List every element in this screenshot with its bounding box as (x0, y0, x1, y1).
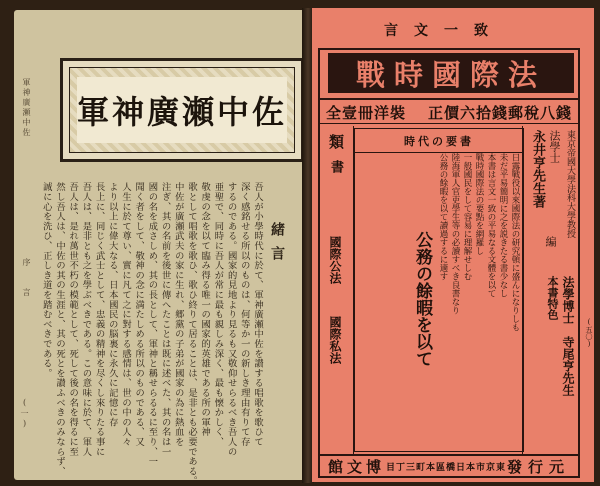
ad-title-block (320, 50, 578, 100)
body-text-column: 歌として唱歌を歌ひ、歌ひ終りて居ることは、是非とも必要である。 (186, 182, 197, 486)
price-row (320, 102, 578, 124)
body-text (32, 182, 285, 486)
body-text-column: 然し吾人は、中佐の其の生涯と、其の死とを讃ふべきのみならず、 (54, 182, 65, 476)
body-text-column: 吾人が小學時代に於て、軍神廣瀬中佐を讃する唱歌を歌ひて (252, 182, 263, 447)
center-column (354, 128, 524, 452)
features-title: 法學博士 寺尾亨先生 (561, 276, 575, 396)
body-text-column: 亜聖で、同時に吾人が常に最も親しみ深く、最も懐かしく、 (212, 182, 224, 447)
margin-label-1: 序 (22, 258, 31, 268)
author-column (522, 126, 578, 454)
top-banner: 言文一致 (384, 23, 504, 39)
publisher-footer (320, 454, 578, 476)
ad-title: 戰時國際法 (355, 57, 546, 92)
body-text-column: 吾人は、是れ萬世不朽の模範として、死して後の名を得るに至 (67, 182, 79, 457)
body-text-column: 敬虔の念を以て臨み得る唯一の國家的英雄である所の軍神 (199, 182, 211, 437)
author-name: 永井亨先生著 (530, 130, 545, 208)
book-title: 軍神廣瀬中佐 (77, 77, 287, 143)
body-text-column: 人生に於て尊い、實に凡て之に對する感情は、世の中の人々 (120, 182, 131, 447)
public-law-label: 國際公法 (328, 236, 342, 284)
body-text-column: するのである。國家的見地より見るも又敬仰せらるべき吾人の (225, 182, 237, 457)
advertisement (318, 48, 580, 478)
body-text-column: 國の名を成さしめ、其の長として、軍神と稱せらるるに至り、一 (146, 182, 158, 467)
center-text-column: 戰時國際法の要點を網羅し (474, 153, 484, 255)
body-text-column: より以上に偉大なる、日本國民の脳裏に永久に記憶に存 (106, 182, 118, 427)
private-law-label: 國際私法 (328, 316, 342, 364)
section-heading: 緒言 (269, 222, 285, 270)
category-column (320, 126, 354, 454)
center-text-column: 日露戰役以來國際法の研究頓に盛んになりしも (510, 153, 520, 332)
body-text-column: 誠に心を洗ひ、正しき道を踏むべきである。 (40, 182, 52, 378)
center-text (359, 153, 519, 447)
body-text-column: 長上に、同じく武士として、忠義の精神を尽くし來りたる事に (93, 182, 105, 457)
body-text-column: 聞く者をして、敬神の念に満たしめる所以のものである、又 (133, 182, 145, 447)
category-note: 書 (328, 160, 343, 173)
left-page (14, 10, 310, 486)
author-degree: 法學士 (548, 130, 561, 163)
publisher-name: 館文博 (328, 457, 386, 476)
category-label: 類 (327, 134, 345, 149)
title-panel (60, 58, 304, 162)
page-number: (一) (20, 398, 29, 430)
center-text-column: 本書は言文一致の平易なる文體を以て (486, 153, 496, 298)
author-role: 編 (544, 236, 557, 247)
price-left: 全壹冊洋裝 (326, 104, 407, 122)
center-text-column: 未だ平易簡明に之を説きたる書少なし (498, 153, 508, 298)
center-text-column: 公務の餘暇を以て讀過するに適す (438, 153, 448, 281)
margin-label-2: 言 (22, 288, 31, 298)
center-text-column: 一般國民をして容易に理解せしむ (462, 153, 472, 281)
body-text-column: 中佐が廣瀬武夫の家に生れ、郷黨の子弟が國家の為に熱血を (172, 182, 184, 447)
author-affiliation: 東京帝國大學法科大學教授 (565, 130, 575, 238)
body-text-column: 吾人は、是非とも之を學ぶべきである。この意味に於て、軍人 (80, 182, 92, 457)
catchphrase: 公務の餘暇を以て (412, 231, 432, 367)
center-header: 時代の要書 (355, 133, 523, 153)
price-right: 正價六拾錢郵稅八錢 (427, 104, 572, 122)
center-text-column: 陸海軍人官吏學生等の必讀すべき良書なり (450, 153, 460, 315)
publisher-label: 發行元 (506, 457, 570, 476)
running-header: 軍神廣瀬中佐 (22, 78, 31, 138)
right-page-number: (五〇) (585, 318, 593, 348)
publisher-address: 目丁三町本區橋日本市京東 (385, 462, 506, 473)
ad-title-box (328, 53, 574, 93)
right-page (312, 8, 594, 482)
body-text-column: 深く感銘せる所以のものは、何等か一の新しき理由有りて存 (238, 182, 250, 447)
body-text-column: 注ぎ、其の名前を後世に傳へたことは既に述べた、其の名は一 (159, 182, 171, 457)
features-label: 本書特色 (546, 276, 559, 320)
